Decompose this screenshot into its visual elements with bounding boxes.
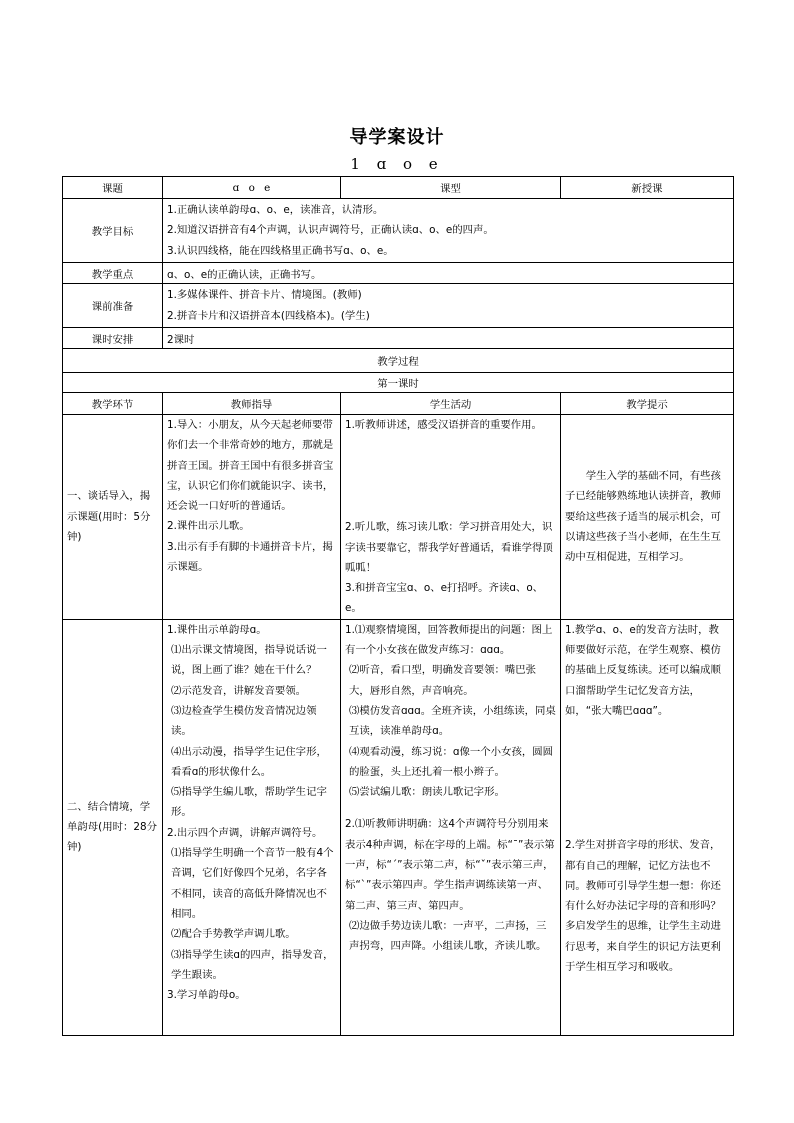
row-key	[63, 263, 734, 284]
row-time	[63, 328, 734, 349]
tip-item: 2.学生对拼音字母的形状、发音，都有自己的理解，记忆方法也不同。教师可引导学生想一想：你还有什么好办法记字母的音和形吗？多启发学生的思维，让学生主动进行思考，来自学生的识记方法更利于学生相互学习和吸收。	[565, 839, 721, 974]
student-step: 1.听教师讲述，感受汉语拼音的重要作用。	[345, 419, 542, 431]
student-step: 3.和拼音宝宝ɑ、o、e打招呼。齐读ɑ、o、e。	[345, 582, 544, 615]
section2-stage: 二、结合情境，学单韵母(用时：28分钟)	[63, 619, 163, 1035]
student-step: ⑸尝试编儿歌：朗读儿歌记字形。	[349, 786, 505, 799]
teacher-step: ⑶边检查学生模仿发音情况边领读。	[171, 704, 317, 738]
teacher-step: 3.出示有手有脚的卡通拼音卡片，揭示课题。	[167, 540, 333, 574]
goal-item: 2.知道汉语拼音有4个声调，认识声调符号，正确认读ɑ、o、e的四声。	[167, 224, 494, 237]
teacher-step: ⑷出示动漫，指导学生记住字形，看看ɑ的形状像什么。	[171, 745, 327, 778]
process-title: 教学过程	[63, 349, 734, 373]
student-step: ⑶模仿发音ɑɑɑ。全班齐读，小组练读，同桌互读，读准单韵母ɑ。	[349, 704, 556, 738]
teacher-step: 1.导入：小朋友，从今天起老师要带你们去一个非常奇妙的地方，那就是拼音王国。拼音王国中有很多拼音宝宝，认识它们你们就能识字、读书，还会说一口好听的普通话。	[167, 419, 334, 513]
section1-student	[341, 415, 561, 620]
goals-cell	[163, 199, 734, 263]
key-label: 教学重点	[63, 263, 163, 284]
student-step: ⑵听音，看口型，明确发音要领：嘴巴张大，唇形自然，声音响亮。	[349, 664, 537, 697]
lesson-plan-table	[62, 176, 734, 1036]
goal-item: 3.认识四线格，能在四线格里正确书写ɑ、o、e。	[167, 244, 394, 257]
lesson-title: 第一课时	[63, 373, 734, 393]
student-step: 2.听儿歌，练习读儿歌：学习拼音用处大，识字读书要靠它，帮我学好普通话，看谁学得顶呱呱！	[345, 521, 553, 574]
page-title: 导学案设计	[349, 127, 445, 148]
prep-cell	[163, 284, 734, 328]
teacher-step: ⑴指导学生明确一个音节一般有4个音调，它们好像四个兄弟，名字各不相同，读音的高低升降情况也不相同。	[171, 847, 334, 920]
teacher-step: ⑶指导学生读ɑ的四声，指导发音，学生跟读。	[171, 948, 334, 981]
topic-label: 课题	[63, 177, 163, 199]
row-section2	[63, 619, 734, 1035]
prep-item: 2.拼音卡片和汉语拼音本(四线格本)。(学生)	[167, 309, 370, 322]
goals-label: 教学目标	[63, 199, 163, 263]
row-lesson	[63, 373, 734, 393]
row-prep	[63, 284, 734, 328]
section1-stage: 一、谈话导入，揭示课题(用时：5分钟)	[63, 415, 163, 620]
goal-item: 1.正确认读单韵母ɑ、o、e，读准音，认清形。	[167, 204, 384, 217]
row-goals	[63, 199, 734, 263]
student-step: 1.⑴观察情境图，回答教师提出的问题：图上有一个小女孩在做发声练习：ɑɑɑ。	[345, 623, 553, 657]
teacher-step: 2.出示四个声调，讲解声调符号。	[167, 826, 323, 839]
lesson-subtitle: 1 ɑ o e	[350, 155, 444, 173]
section1-tip: 学生入学的基础不同，有些孩子已经能够熟练地认读拼音，教师要给这些孩子适当的展示机会，可以请这些孩子当小老师，在生生互动中互相促进，互相学习。	[561, 415, 734, 620]
teacher-step: ⑵示范发音，讲解发音要领。	[171, 684, 307, 697]
teacher-step: ⑵配合手势教学声调儿歌。	[171, 928, 296, 941]
header-student: 学生活动	[341, 393, 561, 415]
section2-student	[341, 619, 561, 1035]
time-label: 课时安排	[63, 328, 163, 349]
student-step: ⑵边做手势边读儿歌：一声平，二声扬，三声拐弯，四声降。小组读儿歌，齐读儿歌。	[349, 919, 547, 953]
topic-value: ɑ o e	[163, 177, 341, 199]
type-value: 新授课	[561, 177, 734, 199]
student-step: 2.⑴听教师讲明确：这4个声调符号分别用来表示4种声调，标在字母的上端。标“ˉ”表示第一声，标“ˊ”表示第二声，标“ˇ”表示第三声，标“ˋ”表示第四声。学生指声调练读第一声、第二声、第三声、第四声。	[345, 818, 555, 912]
header-teacher: 教师指导	[163, 393, 341, 415]
prep-item: 1.多媒体课件、拼音卡片、情境图。(教师)	[167, 289, 362, 302]
row-topic	[63, 177, 734, 199]
teacher-step: ⑴出示课文情境图，指导说话说一说，图上画了谁？她在干什么？	[171, 644, 327, 677]
teacher-step: 3.学习单韵母o。	[167, 989, 246, 1002]
teacher-step: 1.课件出示单韵母ɑ。	[167, 623, 267, 636]
teacher-step: 2.课件出示儿歌。	[167, 520, 250, 533]
prep-label: 课前准备	[63, 284, 163, 328]
header-stage: 教学环节	[63, 393, 163, 415]
student-step: ⑷观看动漫，练习说：ɑ像一个小女孩，圆圆的脸蛋，头上还扎着一根小辫子。	[349, 745, 554, 778]
row-headers	[63, 393, 734, 415]
row-process-title	[63, 349, 734, 373]
key-value: ɑ、o、e的正确认读，正确书写。	[163, 263, 734, 284]
type-label: 课型	[341, 177, 561, 199]
teacher-step: ⑸指导学生编儿歌，帮助学生记字形。	[171, 786, 327, 819]
section2-teacher	[163, 619, 341, 1035]
tip-item: 1.教学ɑ、o、e的发音方法时，教师要做好示范，在学生观察、模仿的基础上反复练读。还可以编成顺口溜帮助学生记忆发音方法，如，“张大嘴巴ɑɑɑ”。	[565, 623, 721, 717]
time-value: 2课时	[163, 328, 734, 349]
row-section1	[63, 415, 734, 620]
section2-tips	[561, 619, 734, 1035]
header-tip: 教学提示	[561, 393, 734, 415]
section1-teacher	[163, 415, 341, 620]
